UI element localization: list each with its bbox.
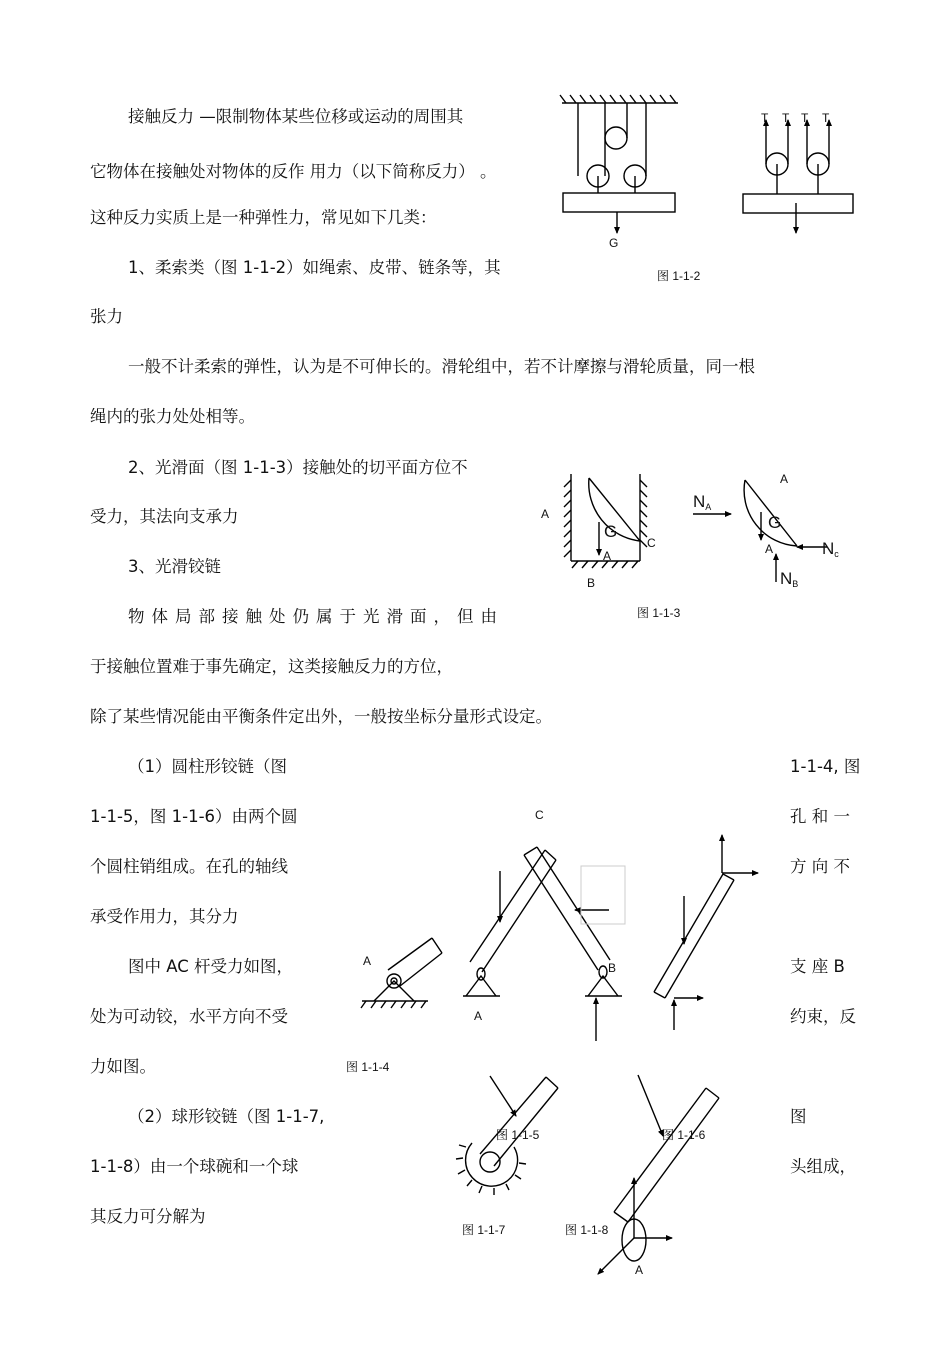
label-C-groove: C [647,536,656,550]
item-smooth-surface-line1: 2、光滑面（图 1-1-3）接触处的切平面方位不 [128,458,468,477]
item-spherical-hinge-line1: （2）球形铰链（图 1-1-7, [128,1107,325,1126]
label-T-3: T [801,111,809,125]
caption-fig-1-1-6: 图 1-1-6 [662,1128,706,1142]
para-contact-reaction-line3: 这种反力实质上是一种弹性力，常见如下几类： [90,208,437,227]
label-B-groove: B [587,576,596,590]
para-contact-reaction-line2: 它物体在接触处对物体的反作 用力（以下简称反力） 。 [90,162,497,181]
para-contact-reaction-line1: 接触反力 —限制物体某些位移或运动的周围其 [128,107,464,126]
label-A-top: A [780,472,789,486]
fig-1-1-5-a-frame [463,847,622,1041]
item-spherical-hinge-line3: 其反力可分解为 [90,1207,206,1226]
item-cylindrical-hinge-line1-right: 1-1-4, 图 [790,757,861,776]
item-cylindrical-hinge-line6: 处为可动铰，水平方向不受 [90,1007,288,1026]
label-A-frame: A [474,1009,483,1023]
item-smooth-surface-line2: 受力，其法向支承力 [90,507,239,526]
label-G-fig112: G [609,236,619,250]
fig-1-1-6-free-body [654,835,758,1030]
para-hinge-line1: 物体局部接触处仍属于光滑面，但由 [128,607,504,626]
fig-1-1-3-free-body [693,480,827,582]
label-B-frame: B [608,961,617,975]
item-cylindrical-hinge-line5-right: 支 座 B [790,957,845,976]
label-T-1: T [761,111,769,125]
label-A-groove: A [541,507,550,521]
label-NA: $N_A$ [693,492,712,512]
caption-fig-1-1-8: 图 1-1-8 [565,1223,609,1237]
label-A-contact: A [603,549,612,563]
caption-fig-1-1-4: 图 1-1-4 [346,1060,390,1074]
fig-1-1-8-ball-joint [598,1075,719,1274]
item-cylindrical-hinge-line3-right: 方 向 不 [790,857,850,876]
item-spherical-hinge-line2: 1-1-8）由一个球碗和一个球 [90,1157,299,1176]
fig-1-1-2-pulley-block [560,95,678,233]
caption-fig-1-1-5: 图 1-1-5 [496,1128,540,1142]
label-T-2: T [782,111,790,125]
item-cylindrical-hinge-line4: 承受作用力，其分力 [90,907,239,926]
item-cylindrical-hinge-line2-right: 孔 和 一 [790,807,850,826]
para-tension-line2: 绳内的张力处处相等。 [90,407,255,426]
item-cylindrical-hinge-line1: （1）圆柱形铰链（图 [128,757,287,776]
item-cylindrical-hinge-line6-right: 约束，反 [790,1007,856,1026]
label-T-4: T [822,111,830,125]
item-cylindrical-hinge-line7: 力如图。 [90,1057,156,1076]
label-A-freebody: A [765,542,774,556]
caption-fig-1-1-7: 图 1-1-7 [462,1223,506,1237]
item-flexible-line2: 张力 [90,307,123,326]
item-cylindrical-hinge-line5: 图中 AC 杆受力如图， [128,957,294,976]
label-G-freebody: G [768,513,782,532]
caption-fig-1-1-2: 图 1-1-2 [657,269,701,283]
item-spherical-hinge-line1-right: 图 [790,1107,807,1126]
para-tension-line1: 一般不计柔索的弹性，认为是不可伸长的。滑轮组中，若不计摩擦与滑轮质量，同一根 [128,357,755,376]
para-hinge-line3: 除了某些情况能由平衡条件定出外，一般按坐标分量形式设定。 [90,707,552,726]
para-hinge-line2: 于接触位置难于事先确定，这类接触反力的方位， [90,657,453,676]
fig-1-1-2-free-body [743,120,853,233]
label-NB: $N_B$ [780,569,799,589]
label-G-groove: G [604,522,618,541]
item-cylindrical-hinge-line2: 1-1-5，图 1-1-6）由两个圆 [90,807,298,826]
item-cylindrical-hinge-line3: 个圆柱销组成。在孔的轴线 [90,857,288,876]
label-Nc: $N_c$ [822,539,839,559]
caption-fig-1-1-3: 图 1-1-3 [637,606,681,620]
item-smooth-hinge: 3、光滑铰链 [128,557,221,576]
label-A-ball: A [635,1263,644,1277]
label-C-frame: C [535,808,544,822]
item-flexible-line1: 1、柔索类（图 1-1-2）如绳索、皮带、链条等，其 [128,258,501,277]
label-A-hinge: A [363,954,372,968]
fig-1-1-4-hinge [361,938,442,1008]
item-spherical-hinge-line2-right: 头组成， [790,1157,856,1176]
